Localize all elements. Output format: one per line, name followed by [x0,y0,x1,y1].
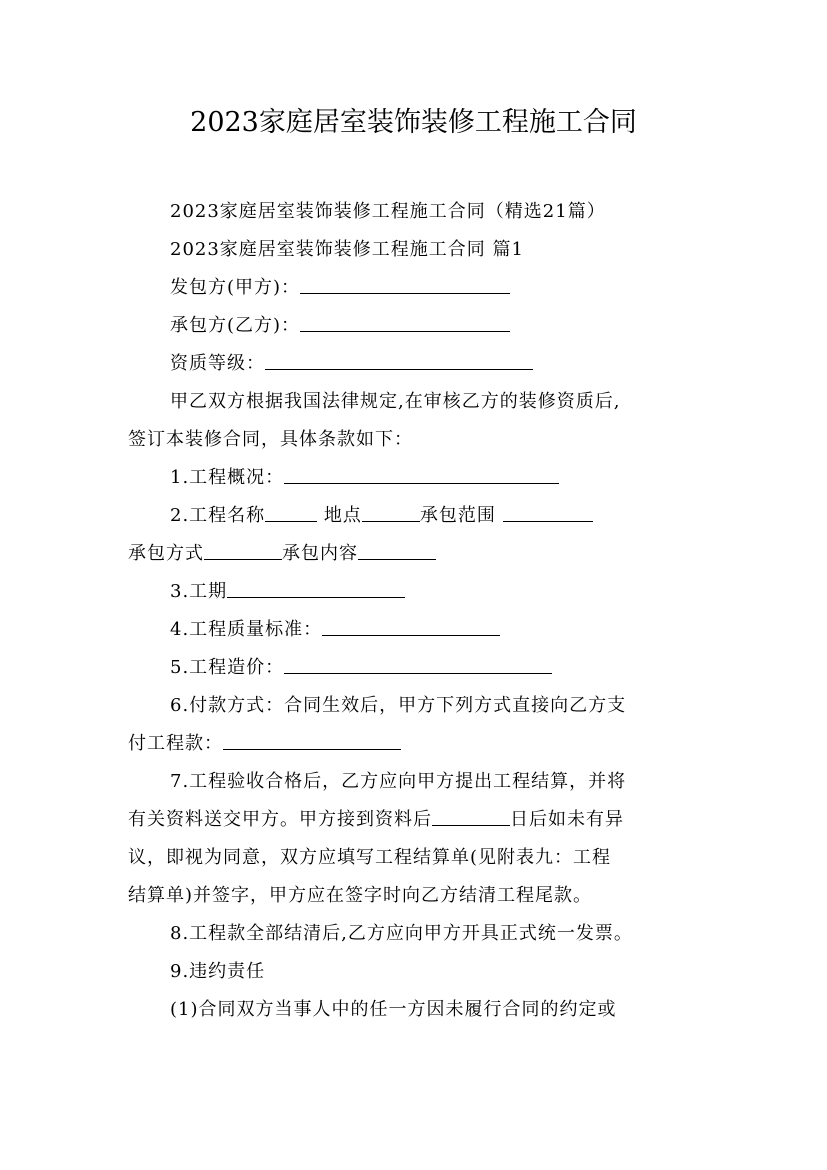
qualification-blank [265,351,533,370]
location-label: 地点 [317,505,362,526]
clause-9-1-line: (1)合同双方当事人中的任一方因未履行合同的约定或 [170,999,617,1020]
days-blank [432,807,510,826]
clause-1-label: 1.工程概况： [170,467,285,488]
cost-blank [284,655,552,674]
scope-blank [503,503,593,522]
duration-blank [227,579,405,598]
clause-1-blank [284,465,559,484]
project-name-label: 2.工程名称 [170,505,266,526]
clause-9-heading: 9.违约责任 [170,961,266,982]
section-heading: 2023家庭居室装饰装修工程施工合同 篇1 [170,239,524,260]
scope-label: 承包范围 [419,505,503,526]
clause-7-text-b: 日后如未有异 [510,809,624,830]
document-title: 2023家庭居室装饰装修工程施工合同 [190,107,637,138]
clause-5-line [128,649,706,687]
contract-content-blank [358,541,436,560]
party-a-blank [300,275,510,294]
cost-label: 5.工程造价： [170,657,285,678]
contract-method-blank [204,541,282,560]
document-body [128,193,706,1029]
clause-7-cont-line: 结算单)并签字，甲方应在签字时向乙方结清工程尾款。 [128,885,593,906]
clause-4-line [128,611,706,649]
quality-blank [322,617,500,636]
party-a-line [128,269,706,307]
payment-label: 付工程款： [128,733,223,754]
clause-2-cont-line [128,535,706,573]
clause-1-line [128,459,706,497]
quality-label: 4.工程质量标准： [170,619,323,640]
contract-method-label: 承包方式 [128,543,204,564]
contract-content-label: 承包内容 [282,543,358,564]
duration-label: 3.工期 [170,581,228,602]
project-name-blank [265,503,317,522]
payment-blank [223,731,401,750]
paragraph-line: 甲乙双方根据我国法律规定,在审核乙方的装修资质后, [170,391,621,412]
clause-7-cont-line [128,801,706,839]
party-b-label: 承包方(乙方)： [170,315,301,336]
qualification-label: 资质等级： [170,353,265,374]
party-b-line [128,307,706,345]
clause-6-cont-line [128,725,706,763]
party-a-label: 发包方(甲方)： [170,277,301,298]
clause-7-cont-line: 议，即视为同意，双方应填写工程结算单(见附表九：工程 [128,847,612,868]
qualification-line [128,345,706,383]
clause-8-line: 8.工程款全部结清后,乙方应向甲方开具正式统一发票。 [170,923,633,944]
clause-6-line: 6.付款方式：合同生效后，甲方下列方式直接向乙方支 [170,695,627,716]
party-b-blank [300,313,510,332]
clause-7-text-a: 有关资料送交甲方。甲方接到资料后 [128,809,432,830]
subtitle-line: 2023家庭居室装饰装修工程施工合同（精选21篇） [170,201,606,222]
location-blank [362,503,420,522]
clause-2-line [128,497,706,535]
paragraph-line: 签订本装修合同，具体条款如下： [128,429,413,450]
clause-3-line [128,573,706,611]
clause-7-line: 7.工程验收合格后，乙方应向甲方提出工程结算，并将 [170,771,627,792]
